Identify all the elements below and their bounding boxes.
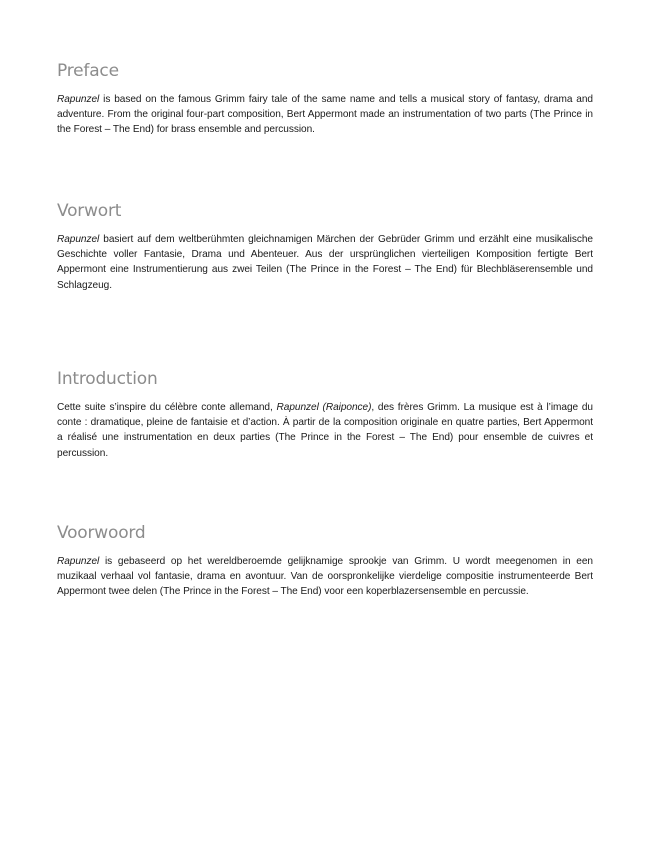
- introduction-heading: Introduction: [57, 369, 158, 389]
- preface-title-italic: Rapunzel: [57, 94, 100, 105]
- voorwoord-section: [57, 523, 593, 600]
- voorwoord-title-italic: Rapunzel: [57, 556, 100, 567]
- preface-section: [57, 61, 593, 138]
- preface-body-text: is based on the famous Grimm fairy tale of the same name and tells a musical story of fantasy, drama and adventure. From the original four-part composition, Bert Appermont made an instrumentation of two parts (The Prince in the Forest – The End) for brass ensemble and percussion.: [57, 94, 593, 136]
- preface-heading: Preface: [57, 61, 119, 81]
- preface-paragraph: [57, 92, 593, 138]
- voorwoord-paragraph: [57, 554, 593, 600]
- vorwort-section: [57, 201, 593, 293]
- introduction-section: [57, 369, 593, 461]
- vorwort-heading: Vorwort: [57, 201, 122, 221]
- vorwort-paragraph: [57, 232, 593, 293]
- vorwort-body-text: basiert auf dem weltberühmten gleichnamigen Märchen der Gebrüder Grimm und erzählt eine musikalische Geschichte voller Fantasie, Drama und Abenteuer. Aus der ursprünglichen vierteiligen Komposition fertigte Bert Appermont eine Instrumentierung aus zwei Teilen (The Prince in the Forest – The End) für Blechbläserensemble und Schlagzeug.: [57, 234, 593, 291]
- introduction-paragraph: [57, 400, 593, 461]
- voorwoord-heading: Voorwoord: [57, 523, 146, 543]
- introduction-lead-text: Cette suite s’inspire du célèbre conte allemand,: [57, 402, 277, 413]
- introduction-title-italic: Rapunzel (Raiponce): [276, 402, 372, 413]
- introduction-body-text: , des frères Grimm. La musique est à l’image du conte : dramatique, pleine de fantaisie et d’action. À partir de la composition originale en quatre parties, Bert Appermont a réalisé une instrumentation en deux parties (The Prince in the Forest – The End) pour ensemble de cuivres et percussion.: [57, 402, 593, 459]
- voorwoord-body-text: is gebaseerd op het wereldberoemde gelijknamige sprookje van Grimm. U wordt meegenomen in een muzikaal verhaal vol fantasie, drama en avontuur. Van de oorspronkelijke vierdelige compositie instrumenteerde Bert Appermont twee delen (The Prince in the Forest – The End) voor een koperblazersensemble en percussie.: [57, 556, 593, 598]
- vorwort-title-italic: Rapunzel: [57, 234, 100, 245]
